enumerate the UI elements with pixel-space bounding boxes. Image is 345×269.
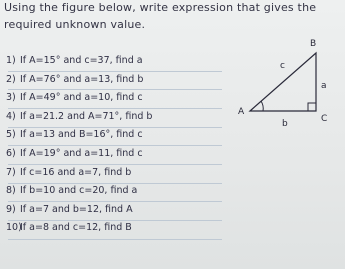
problem-number: 5) (6, 129, 16, 141)
vertex-c-label: C (321, 114, 328, 124)
vertex-b-label: B (310, 39, 317, 49)
problem-number: 10) (6, 222, 22, 234)
problem-number: 6) (6, 147, 16, 159)
problem-text: If b=10 and c=20, find a (20, 185, 138, 197)
side-a-label: a (321, 81, 327, 91)
problem-text: If A=49° and a=10, find c (20, 92, 143, 104)
problem-number: 7) (6, 166, 16, 178)
problem-number: 2) (6, 73, 16, 85)
right-angle-marker (308, 103, 316, 111)
problem-text: If A=15° and c=37, find a (20, 55, 143, 66)
vertex-a-label: A (238, 107, 245, 117)
problem-text: If a=13 and B=16°, find c (20, 129, 143, 141)
problem-number: 3) (6, 92, 16, 104)
problem-text: If a=21.2 and A=71°, find b (20, 110, 153, 122)
problem-text: If c=16 and a=7, find b (20, 166, 132, 178)
problem-number: 1) (6, 55, 16, 66)
problem-number: 4) (6, 110, 16, 122)
problem-text: If A=19° and a=11, find c (20, 147, 143, 159)
angle-a-arc (261, 101, 263, 111)
problem-number: 9) (6, 203, 16, 215)
problem-text: If A=76° and a=13, find b (20, 73, 144, 85)
instructions-line-2: required unknown value. (4, 18, 146, 31)
problem-text: If a=8 and c=12, find B (20, 222, 132, 234)
problem-number: 8) (6, 185, 16, 197)
problem-text: If a=7 and b=12, find A (20, 203, 133, 215)
side-c-label: c (280, 61, 285, 71)
instructions-line-1: Using the figure below, write expression that gives the (4, 1, 317, 14)
side-b-label: b (282, 119, 288, 129)
